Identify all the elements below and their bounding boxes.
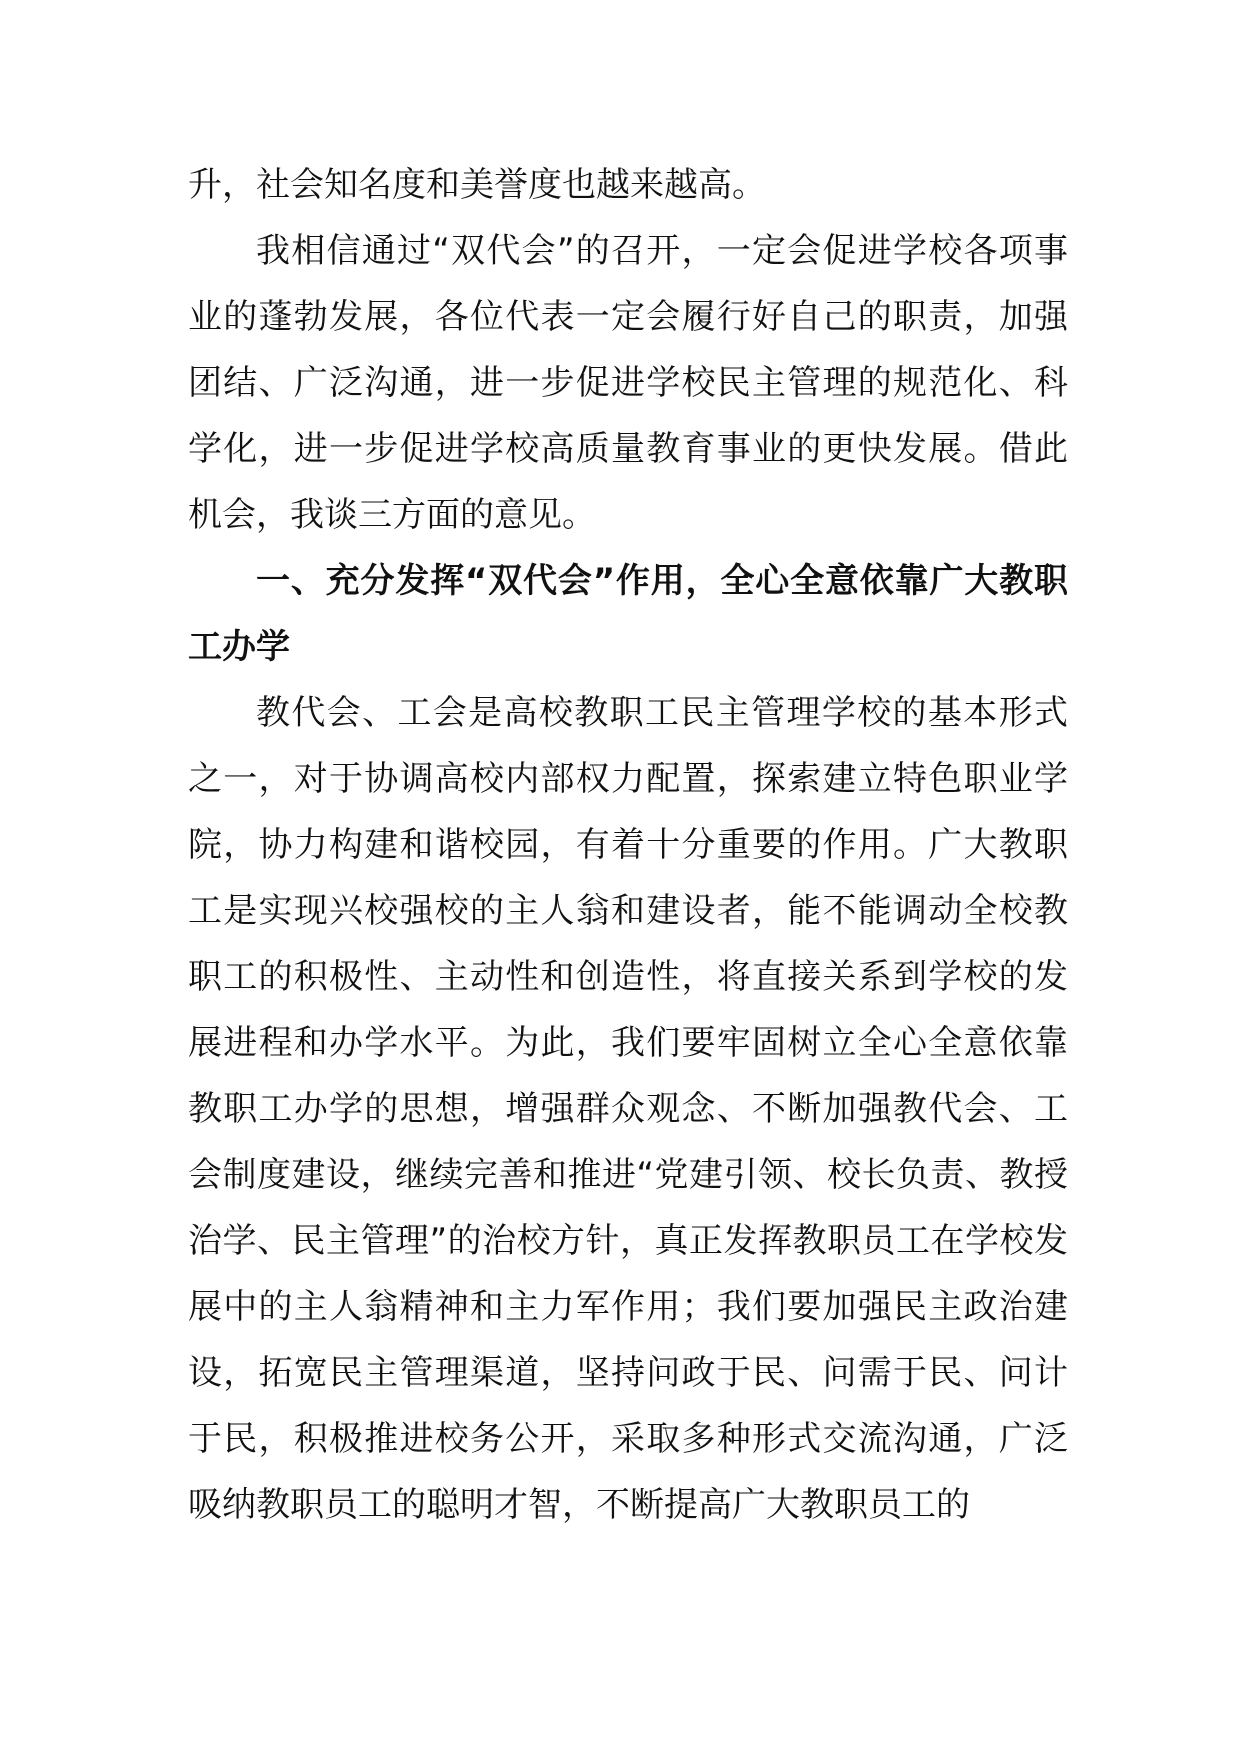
document-body bbox=[188, 152, 1068, 1538]
paragraph-intro: 我相信通过“双代会”的召开，一定会促进学校各项事业的蓬勃发展，各位代表一定会履行好自己的职责，加强团结、广泛沟通，进一步促进学校民主管理的规范化、科学化，进一步促进学校高质量教育事业的更快发展。借此机会，我谈三方面的意见。 bbox=[188, 231, 1068, 535]
paragraph-section-body: 教代会、工会是高校教职工民主管理学校的基本形式之一，对于协调高校内部权力配置，探索建立特色职业学院，协力构建和谐校园，有着十分重要的作用。广大教职工是实现兴校强校的主人翁和建设者，能不能调动全校教职工的积极性、主动性和创造性，将直接关系到学校的发展进程和办学水平。为此，我们要牢固树立全心全意依靠教职工办学的思想，增强群众观念、不断加强教代会、工会制度建设，继续完善和推进“党建引领、校长负责、教授治学、民主管理”的治校方针，真正发挥教职员工在学校发展中的主人翁精神和主力军作用；我们要加强民主政治建设，拓宽民主管理渠道，坚持问政于民、问需于民、问计于民，积极推进校务公开，采取多种形式交流沟通，广泛吸纳教职员工的聪明才智，不断提高广大教职员工的 bbox=[188, 693, 1068, 1525]
section-heading: 一、充分发挥“双代会”作用，全心全意依靠广大教职工办学 bbox=[188, 561, 1068, 667]
paragraph-continuation: 升，社会知名度和美誉度也越来越高。 bbox=[188, 165, 766, 205]
